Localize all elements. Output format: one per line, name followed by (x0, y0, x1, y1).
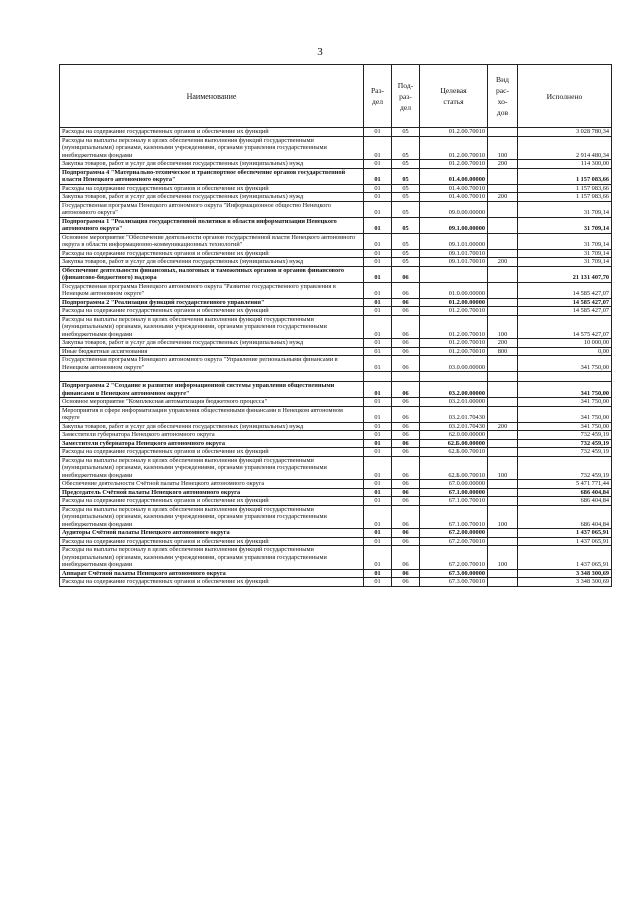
row-subsection: 06 (392, 569, 420, 578)
row-target: 67.2.00.70010 (420, 546, 488, 570)
row-section: 01 (364, 136, 392, 160)
row-subsection: 06 (392, 266, 420, 282)
row-subsection: 05 (392, 201, 420, 217)
row-expense-type (488, 569, 518, 578)
row-amount: 31 709,14 (518, 217, 612, 233)
row-amount: 31 709,14 (518, 233, 612, 249)
row-target: 62.0.00.00000 (420, 431, 488, 440)
table-row (60, 578, 612, 587)
row-subsection: 06 (392, 439, 420, 448)
header-target: Целевая статья (420, 65, 488, 128)
row-target: 09.1.01.00000 (420, 233, 488, 249)
table-header-row (60, 65, 612, 128)
row-expense-type (488, 168, 518, 184)
row-name: Закупка товаров, работ и услуг для обеспечения государственных (муниципальных) нужд (60, 258, 364, 267)
table-row (60, 398, 612, 407)
table-row (60, 488, 612, 497)
row-target: 01.0.00.00000 (420, 282, 488, 298)
row-amount: 732 459,19 (518, 456, 612, 480)
row-amount: 686 404,84 (518, 488, 612, 497)
row-subsection: 05 (392, 217, 420, 233)
row-expense-type: 100 (488, 546, 518, 570)
header-name: Наименование (60, 65, 364, 128)
row-name: Аппарат Счётной палаты Ненецкого автономного округа (60, 569, 364, 578)
table-row (60, 529, 612, 538)
row-name: Заместители губернатора Ненецкого автономного округа (60, 439, 364, 448)
row-amount: 1 437 065,91 (518, 546, 612, 570)
row-section: 01 (364, 315, 392, 339)
row-expense-type (488, 448, 518, 457)
row-expense-type (488, 356, 518, 372)
header-executed: Исполнено (518, 65, 612, 128)
row-expense-type: 200 (488, 339, 518, 348)
row-expense-type: 100 (488, 136, 518, 160)
row-expense-type (488, 439, 518, 448)
row-name: Государственная программа Ненецкого автономного округа "Информационное общество Ненецкого автономного округа" (60, 201, 364, 217)
table-row (60, 505, 612, 529)
row-target: 09.0.00.00000 (420, 201, 488, 217)
row-section: 01 (364, 233, 392, 249)
row-name: Расходы на содержание государственных органов и обеспечение их функций (60, 448, 364, 457)
header-expense-type: Вид рас- хо- дов (488, 65, 518, 128)
row-name: Закупка товаров, работ и услуг для обеспечения государственных (муниципальных) нужд (60, 160, 364, 169)
row-section: 01 (364, 448, 392, 457)
row-target: 67.0.00.00000 (420, 480, 488, 489)
row-amount: 732 459,19 (518, 439, 612, 448)
row-name: Основное мероприятие "Обеспечение деятельности органов государственной власти Ненецкого автономного округа в области информационно-коммуникационных технологий" (60, 233, 364, 249)
row-expense-type (488, 480, 518, 489)
table-row (60, 128, 612, 137)
row-target: 62.Б.00.70010 (420, 448, 488, 457)
row-subsection: 06 (392, 382, 420, 398)
table-row (60, 372, 612, 382)
row-target (420, 266, 488, 282)
row-section: 01 (364, 201, 392, 217)
row-section: 01 (364, 488, 392, 497)
row-target: 03.2.01.00000 (420, 398, 488, 407)
table-row (60, 249, 612, 258)
row-section: 01 (364, 193, 392, 202)
row-expense-type: 200 (488, 193, 518, 202)
row-amount: 10 000,00 (518, 339, 612, 348)
row-name: Расходы на выплаты персоналу в целях обеспечения выполнения функций государственными (муниципальными) органами, казенными учреждениями, органами управления государственными внебюджетными фондами (60, 546, 364, 570)
row-section: 01 (364, 298, 392, 307)
row-name: Расходы на выплаты персоналу в целях обеспечения выполнения функций государственными (муниципальными) органами, казенными учреждениями, органами управления государственными внебюджетными фондами (60, 315, 364, 339)
row-name: Мероприятия в сфере информатизации управления общественными финансами в Ненецком автономном округе (60, 406, 364, 422)
row-target: 01.2.00.70010 (420, 160, 488, 169)
row-amount: 31 709,14 (518, 201, 612, 217)
row-expense-type (488, 431, 518, 440)
row-subsection: 05 (392, 136, 420, 160)
row-target: 67.3.00.70010 (420, 578, 488, 587)
row-target: 67.2.00.00000 (420, 529, 488, 538)
row-subsection: 06 (392, 315, 420, 339)
row-amount: 14 585 427,07 (518, 307, 612, 316)
table-row (60, 217, 612, 233)
header-subsection: Под- раз- дел (392, 65, 420, 128)
row-subsection: 06 (392, 456, 420, 480)
row-section: 01 (364, 160, 392, 169)
row-subsection: 06 (392, 431, 420, 440)
row-subsection: 06 (392, 298, 420, 307)
row-name: Расходы на выплаты персоналу в целях обеспечения выполнения функций государственными (муниципальными) органами, казенными учреждениями, органами управления государственными внебюджетными фондами (60, 136, 364, 160)
row-subsection: 06 (392, 488, 420, 497)
row-subsection: 06 (392, 480, 420, 489)
row-amount: 341 750,00 (518, 422, 612, 431)
table-row (60, 347, 612, 356)
row-section: 01 (364, 439, 392, 448)
row-target: 01.2.00.70010 (420, 128, 488, 137)
row-amount: 341 750,00 (518, 382, 612, 398)
table-row (60, 382, 612, 398)
row-name: Расходы на выплаты персоналу в целях обеспечения выполнения функций государственными (муниципальными) органами, казенными учреждениями, органами управления государственными внебюджетными фондами (60, 505, 364, 529)
row-expense-type (488, 201, 518, 217)
row-section: 01 (364, 282, 392, 298)
row-name: Обеспечение деятельности Счётной палаты Ненецкого автономного округа (60, 480, 364, 489)
row-amount: 14 585 427,07 (518, 298, 612, 307)
row-section: 01 (364, 266, 392, 282)
row-amount: 14 575 427,07 (518, 315, 612, 339)
table-row (60, 537, 612, 546)
row-target: 03.2.01.70430 (420, 422, 488, 431)
row-expense-type (488, 282, 518, 298)
row-name: Иные бюджетные ассигнования (60, 347, 364, 356)
row-amount: 686 404,84 (518, 505, 612, 529)
row-amount: 1 157 083,66 (518, 184, 612, 193)
row-section: 01 (364, 184, 392, 193)
row-expense-type (488, 233, 518, 249)
row-subsection: 06 (392, 448, 420, 457)
row-target: 01.2.00.70010 (420, 136, 488, 160)
row-target: 62.Б.00.70010 (420, 456, 488, 480)
row-section: 01 (364, 456, 392, 480)
row-name: Расходы на содержание государственных органов и обеспечение их функций (60, 184, 364, 193)
row-amount: 686 404,84 (518, 497, 612, 506)
row-amount: 732 459,19 (518, 448, 612, 457)
row-expense-type (488, 249, 518, 258)
row-target: 09.1.00.00000 (420, 217, 488, 233)
row-name: Председатель Счётной палаты Ненецкого автономного округа (60, 488, 364, 497)
row-name: Аудиторы Счётной палаты Ненецкого автономного округа (60, 529, 364, 538)
table-row (60, 480, 612, 489)
table-row (60, 168, 612, 184)
table-row (60, 160, 612, 169)
row-expense-type: 100 (488, 315, 518, 339)
row-expense-type (488, 488, 518, 497)
row-target: 01.2.00.70010 (420, 315, 488, 339)
row-target: 09.1.01.70010 (420, 249, 488, 258)
table-row (60, 298, 612, 307)
row-section: 01 (364, 497, 392, 506)
row-subsection: 06 (392, 307, 420, 316)
row-section: 01 (364, 128, 392, 137)
row-amount: 1 437 065,91 (518, 529, 612, 538)
row-subsection: 06 (392, 505, 420, 529)
row-subsection: 06 (392, 546, 420, 570)
row-section (364, 372, 392, 382)
row-name: Основное мероприятие "Комплексная автоматизация бюджетного процесса" (60, 398, 364, 407)
table-row (60, 339, 612, 348)
row-name: Подпрограмма 1 "Реализация государственной политики в области информатизации Ненецкого автономного округа" (60, 217, 364, 233)
row-amount: 5 471 771,44 (518, 480, 612, 489)
row-name: Подпрограмма 4 "Материально-техническое и транспортное обеспечение органов государственной власти Ненецкого автономного округа" (60, 168, 364, 184)
row-subsection: 06 (392, 398, 420, 407)
row-expense-type (488, 497, 518, 506)
table-row (60, 406, 612, 422)
row-expense-type (488, 382, 518, 398)
row-target: 01.2.00.70010 (420, 347, 488, 356)
header-section: Раз- дел (364, 65, 392, 128)
row-subsection: 05 (392, 160, 420, 169)
row-name: Расходы на выплаты персоналу в целях обеспечения выполнения функций государственными (муниципальными) органами, казенными учреждениями, органами управления государственными внебюджетными фондами (60, 456, 364, 480)
table-row (60, 439, 612, 448)
row-section: 01 (364, 347, 392, 356)
row-expense-type (488, 128, 518, 137)
row-subsection: 05 (392, 168, 420, 184)
row-name: Государственная программа Ненецкого автономного округа "Управление региональными финансами в Ненецком автономном округе" (60, 356, 364, 372)
row-name: Расходы на содержание государственных органов и обеспечение их функций (60, 307, 364, 316)
row-subsection: 06 (392, 497, 420, 506)
row-subsection: 06 (392, 339, 420, 348)
row-section: 01 (364, 578, 392, 587)
row-expense-type: 100 (488, 456, 518, 480)
row-amount: 2 914 480,34 (518, 136, 612, 160)
row-amount: 3 348 300,69 (518, 578, 612, 587)
budget-table (59, 64, 612, 587)
row-target: 67.1.00.70010 (420, 505, 488, 529)
row-subsection: 06 (392, 406, 420, 422)
table-row (60, 356, 612, 372)
table-row (60, 184, 612, 193)
row-expense-type (488, 184, 518, 193)
row-amount: 1 157 083,66 (518, 168, 612, 184)
row-expense-type: 200 (488, 422, 518, 431)
row-name: Заместители губернатора Ненецкого автономного округа (60, 431, 364, 440)
row-name: Расходы на содержание государственных органов и обеспечение их функций (60, 249, 364, 258)
row-amount: 3 348 300,69 (518, 569, 612, 578)
table-row (60, 456, 612, 480)
row-name: Государственная программа Ненецкого автономного округа "Развитие государственного управления в Ненецком автономном округе" (60, 282, 364, 298)
table-row (60, 266, 612, 282)
row-target: 01.2.00.00000 (420, 298, 488, 307)
row-subsection: 06 (392, 347, 420, 356)
row-name: Расходы на содержание государственных органов и обеспечение их функций (60, 537, 364, 546)
table-body (60, 128, 612, 587)
table-row (60, 233, 612, 249)
row-subsection: 05 (392, 258, 420, 267)
row-subsection: 05 (392, 193, 420, 202)
row-section: 01 (364, 339, 392, 348)
row-amount: 31 709,14 (518, 258, 612, 267)
row-name (60, 372, 364, 382)
row-section: 01 (364, 406, 392, 422)
row-target: 67.3.00.00000 (420, 569, 488, 578)
row-expense-type: 100 (488, 505, 518, 529)
row-name: Расходы на содержание государственных органов и обеспечение их функций (60, 578, 364, 587)
row-subsection (392, 372, 420, 382)
row-expense-type (488, 307, 518, 316)
row-expense-type (488, 217, 518, 233)
row-amount: 1 157 083,66 (518, 193, 612, 202)
row-expense-type (488, 298, 518, 307)
table-row (60, 307, 612, 316)
row-subsection: 06 (392, 356, 420, 372)
row-section: 01 (364, 480, 392, 489)
row-amount: 114 300,00 (518, 160, 612, 169)
row-section: 01 (364, 422, 392, 431)
row-expense-type (488, 529, 518, 538)
row-target: 67.1.00.00000 (420, 488, 488, 497)
row-name: Расходы на содержание государственных органов и обеспечение их функций (60, 497, 364, 506)
row-target: 09.1.01.70010 (420, 258, 488, 267)
row-amount: 1 437 065,91 (518, 537, 612, 546)
page-number: 3 (317, 46, 323, 58)
row-section: 01 (364, 382, 392, 398)
table-row (60, 431, 612, 440)
row-name: Закупка товаров, работ и услуг для обеспечения государственных (муниципальных) нужд (60, 339, 364, 348)
row-section: 01 (364, 168, 392, 184)
table-row (60, 201, 612, 217)
row-expense-type (488, 398, 518, 407)
row-expense-type (488, 266, 518, 282)
row-subsection: 06 (392, 537, 420, 546)
row-name: Подпрограмма 2 "Создание и развитие информационной системы управления общественными финансами в Ненецком автономном округе" (60, 382, 364, 398)
row-expense-type (488, 578, 518, 587)
table-row (60, 258, 612, 267)
row-amount: 14 585 427,07 (518, 282, 612, 298)
table-row (60, 282, 612, 298)
row-section: 01 (364, 249, 392, 258)
table-row (60, 546, 612, 570)
row-target: 03.2.00.00000 (420, 382, 488, 398)
row-expense-type (488, 406, 518, 422)
row-name: Обеспечение деятельности финансовых, налоговых и таможенных органов и органов финансового (финансово-бюджетного) надзора (60, 266, 364, 282)
row-amount: 0,00 (518, 347, 612, 356)
row-section: 01 (364, 398, 392, 407)
row-expense-type (488, 537, 518, 546)
row-name: Закупка товаров, работ и услуг для обеспечения государственных (муниципальных) нужд (60, 193, 364, 202)
row-target: 01.4.00.00000 (420, 168, 488, 184)
row-section: 01 (364, 569, 392, 578)
row-name: Расходы на содержание государственных органов и обеспечение их функций (60, 128, 364, 137)
row-subsection: 06 (392, 282, 420, 298)
row-target: 62.Б.00.00000 (420, 439, 488, 448)
row-section: 01 (364, 431, 392, 440)
row-subsection: 06 (392, 422, 420, 431)
row-target: 67.1.00.70010 (420, 497, 488, 506)
row-section: 01 (364, 505, 392, 529)
row-amount: 31 709,14 (518, 249, 612, 258)
row-name: Закупка товаров, работ и услуг для обеспечения государственных (муниципальных) нужд (60, 422, 364, 431)
row-subsection: 05 (392, 184, 420, 193)
row-subsection: 06 (392, 578, 420, 587)
row-target: 01.4.00.70010 (420, 193, 488, 202)
row-section: 01 (364, 258, 392, 267)
row-name: Подпрограмма 2 "Реализация функций государственного управления" (60, 298, 364, 307)
row-amount: 341 750,00 (518, 356, 612, 372)
row-target (420, 372, 488, 382)
row-expense-type: 200 (488, 160, 518, 169)
row-target: 01.2.00.70010 (420, 307, 488, 316)
row-subsection: 05 (392, 233, 420, 249)
row-expense-type: 800 (488, 347, 518, 356)
row-target: 03.2.01.70430 (420, 406, 488, 422)
table-row (60, 193, 612, 202)
row-subsection: 05 (392, 128, 420, 137)
row-amount: 341 750,00 (518, 406, 612, 422)
row-section: 01 (364, 529, 392, 538)
table-row (60, 569, 612, 578)
row-target: 01.4.00.70010 (420, 184, 488, 193)
table-row (60, 497, 612, 506)
row-section: 01 (364, 546, 392, 570)
row-section: 01 (364, 356, 392, 372)
row-target: 67.2.00.70010 (420, 537, 488, 546)
row-section: 01 (364, 217, 392, 233)
row-target: 01.2.00.70010 (420, 339, 488, 348)
row-section: 01 (364, 537, 392, 546)
row-amount: 341 750,00 (518, 398, 612, 407)
row-section: 01 (364, 307, 392, 316)
table-row (60, 448, 612, 457)
row-target: 03.0.00.00000 (420, 356, 488, 372)
row-amount (518, 372, 612, 382)
row-amount: 3 028 780,34 (518, 128, 612, 137)
row-amount: 732 459,19 (518, 431, 612, 440)
row-subsection: 05 (392, 249, 420, 258)
row-subsection: 06 (392, 529, 420, 538)
table-row (60, 422, 612, 431)
row-expense-type: 200 (488, 258, 518, 267)
table-row (60, 136, 612, 160)
table-row (60, 315, 612, 339)
row-amount: 21 131 407,70 (518, 266, 612, 282)
row-expense-type (488, 372, 518, 382)
